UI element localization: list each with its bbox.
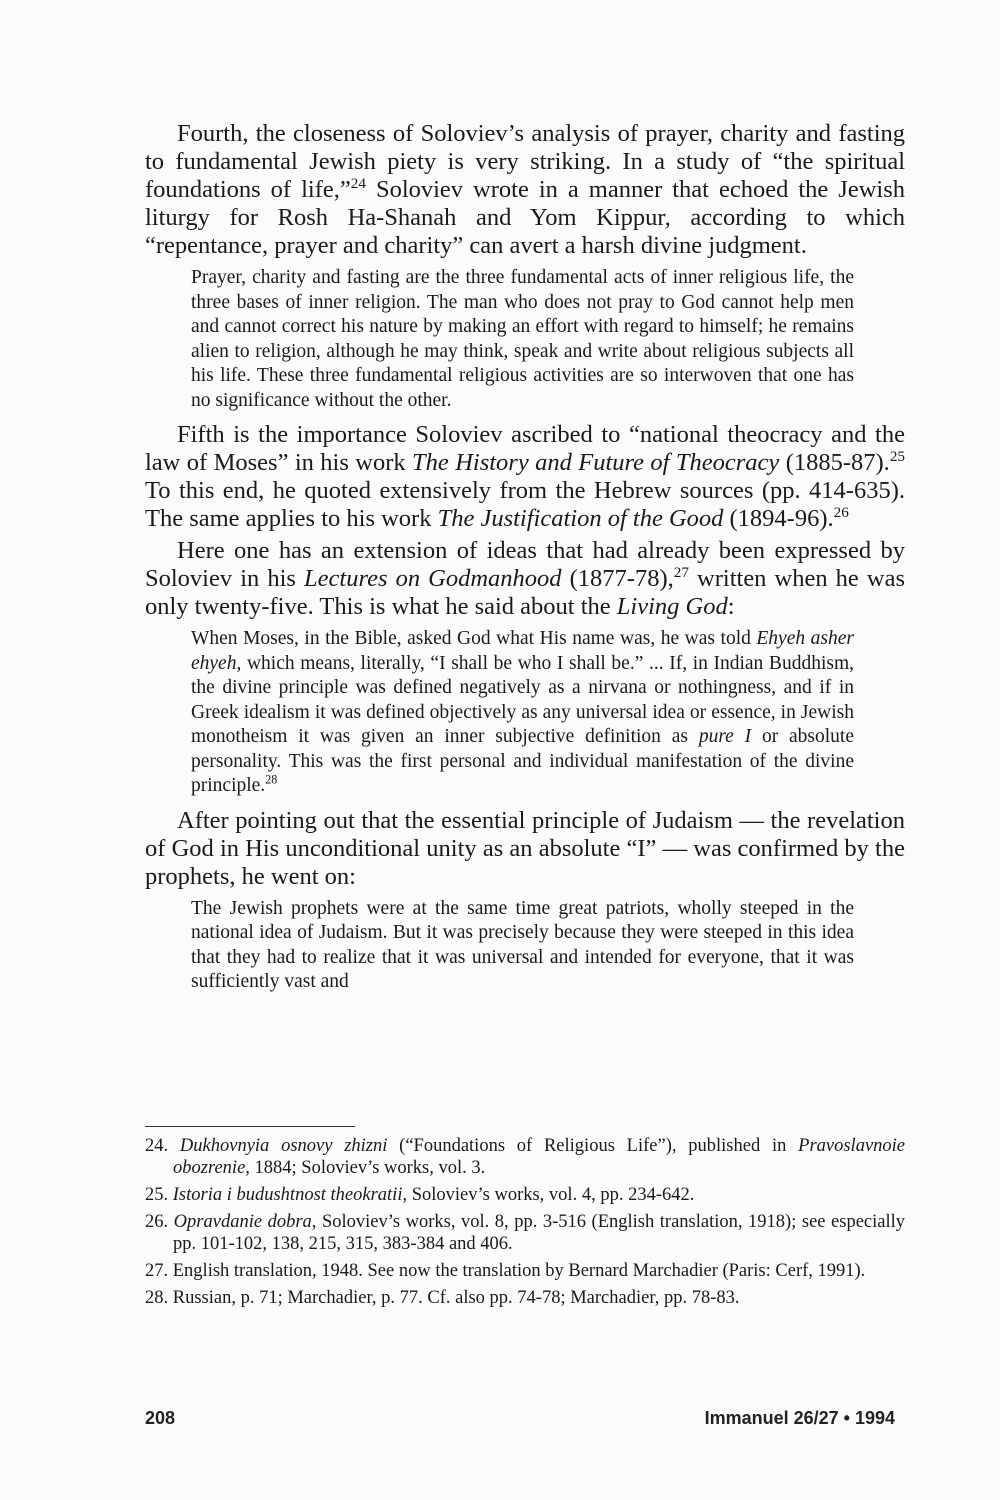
emphasis: Living God [616,593,728,620]
footnote-number: 26. [145,1212,169,1232]
footnote-number: 25. [145,1185,169,1205]
text-run: When Moses, in the Bible, asked God what His name was, he was told [191,628,757,649]
cited-title: Opravdanie dobra [173,1212,312,1232]
text-run: Soloviev wrote in a manner that echoed the Jewish liturgy for Rosh Ha-Shanah and Yom Kippur, according to which “repentance, prayer and charity” can avert a harsh divine judgment. [145,176,905,259]
body-text [145,120,905,1003]
footnote-number: 24. [145,1136,169,1156]
emphasis: Ehyeh asher ehyeh [191,628,854,674]
book-title: The History and Future of Theocracy [412,449,780,476]
text-run: (1894-96). [723,505,834,532]
paragraph-godmanhood [145,537,905,621]
footnotes [145,1135,905,1314]
text-run: Here one has an extension of ideas that had already been expressed by Soloviev in his [145,537,905,592]
text-run: Fifth is the importance Soloviev ascribed to “national theocracy and the law of Moses” in his work [145,421,905,476]
text-run: To this end, he quoted extensively from the Hebrew sources (pp. 414-635). The same applies to his work [145,477,905,532]
running-footer: Immanuel 26/27 • 1994 [704,1408,895,1428]
paragraph-fourth [145,120,905,260]
footnote-number: 28. [145,1288,169,1308]
book-title: The Justification of the Good [437,505,724,532]
paragraph-fifth [145,421,905,533]
text-run: English translation, 1948. See now the translation by Bernard Marchadier (Paris: Cerf, 1991). [172,1261,866,1281]
text-run: , 1884; Soloviev’s works, vol. 3. [245,1158,486,1178]
footnote-number: 27. [145,1261,169,1281]
text-run: (1885-87). [779,449,890,476]
footnote-ref: 25 [889,447,905,465]
cited-title: Dukhovnyia osnovy zhizni [179,1136,388,1156]
page-number: 208 [145,1408,176,1428]
footnote-28 [145,1287,905,1309]
block-quote-moses [191,627,854,799]
footnote-25 [145,1184,905,1206]
footnote-27 [145,1260,905,1282]
text-run: Fourth, the closeness of Soloviev’s analysis of prayer, charity and fasting to fundamental Jewish piety is very striking. In a study of “the spiritual foundations of life,” [145,120,905,203]
text-run: , Soloviev’s works, vol. 8, pp. 3-516 (English translation, 1918); see especially pp. 101-102, 138, 215, 315, 383-384 and 406. [173,1212,905,1254]
footnote-24 [145,1135,905,1179]
footnote-divider [145,1126,355,1127]
text-run: : [727,593,735,620]
cited-journal: Pravoslavnoie obozrenie [173,1136,906,1178]
text-run: (1877-78), [561,565,674,592]
paragraph-prophets: After pointing out that the essential principle of Judaism — the revelation of God in His unconditional unity as an absolute “I” — was confirmed by the prophets, he went on: [145,806,905,890]
footnote-ref: 26 [833,503,849,521]
footnote-ref: 28 [265,772,278,787]
block-quote-prophets: The Jewish prophets were at the same time great patriots, wholly steeped in the national idea of Judaism. But it was precisely because they were steeped in this idea that they had to realize that it was universal and intended for everyone, that it was sufficiently vast and [191,897,854,992]
text-run: (“Foundations of Religious Life”), published in [387,1136,799,1156]
text-run: or absolute personality. This was the first personal and individual manifestation of the divine principle. [191,726,854,796]
footnote-26 [145,1211,905,1255]
footnote-ref: 27 [673,563,689,581]
cited-title: Istoria i budushtnost theokratii [172,1185,403,1205]
book-title: Lectures on Godmanhood [304,565,562,592]
footnote-ref: 24 [350,174,366,192]
block-quote-prayer: Prayer, charity and fasting are the three fundamental acts of inner religious life, the three bases of inner religion. The man who does not pray to God cannot help men and cannot correct his nature by making an effort with regard to himself; he remains alien to religion, although he may think, speak and write about religious subjects all his life. These three fundamental religious activities are so interwoven that one has no significance without the other. [191,267,854,411]
text-run: , which means, literally, “I shall be who I shall be.” ... If, in Indian Buddhism, the divine principle was defined negatively as a nirvana or nothingness, and if in Greek idealism it was defined objectively as any universal idea or essence, in Jewish monotheism it was given an inner subjective definition as [191,652,854,747]
text-run: , Soloviev’s works, vol. 4, pp. 234-642. [402,1185,695,1205]
text-run: Russian, p. 71; Marchadier, p. 77. Cf. also pp. 74-78; Marchadier, pp. 78-83. [172,1288,740,1308]
emphasis: pure I [698,726,752,747]
text-run: written when he was only twenty-five. This is what he said about the [145,565,905,620]
